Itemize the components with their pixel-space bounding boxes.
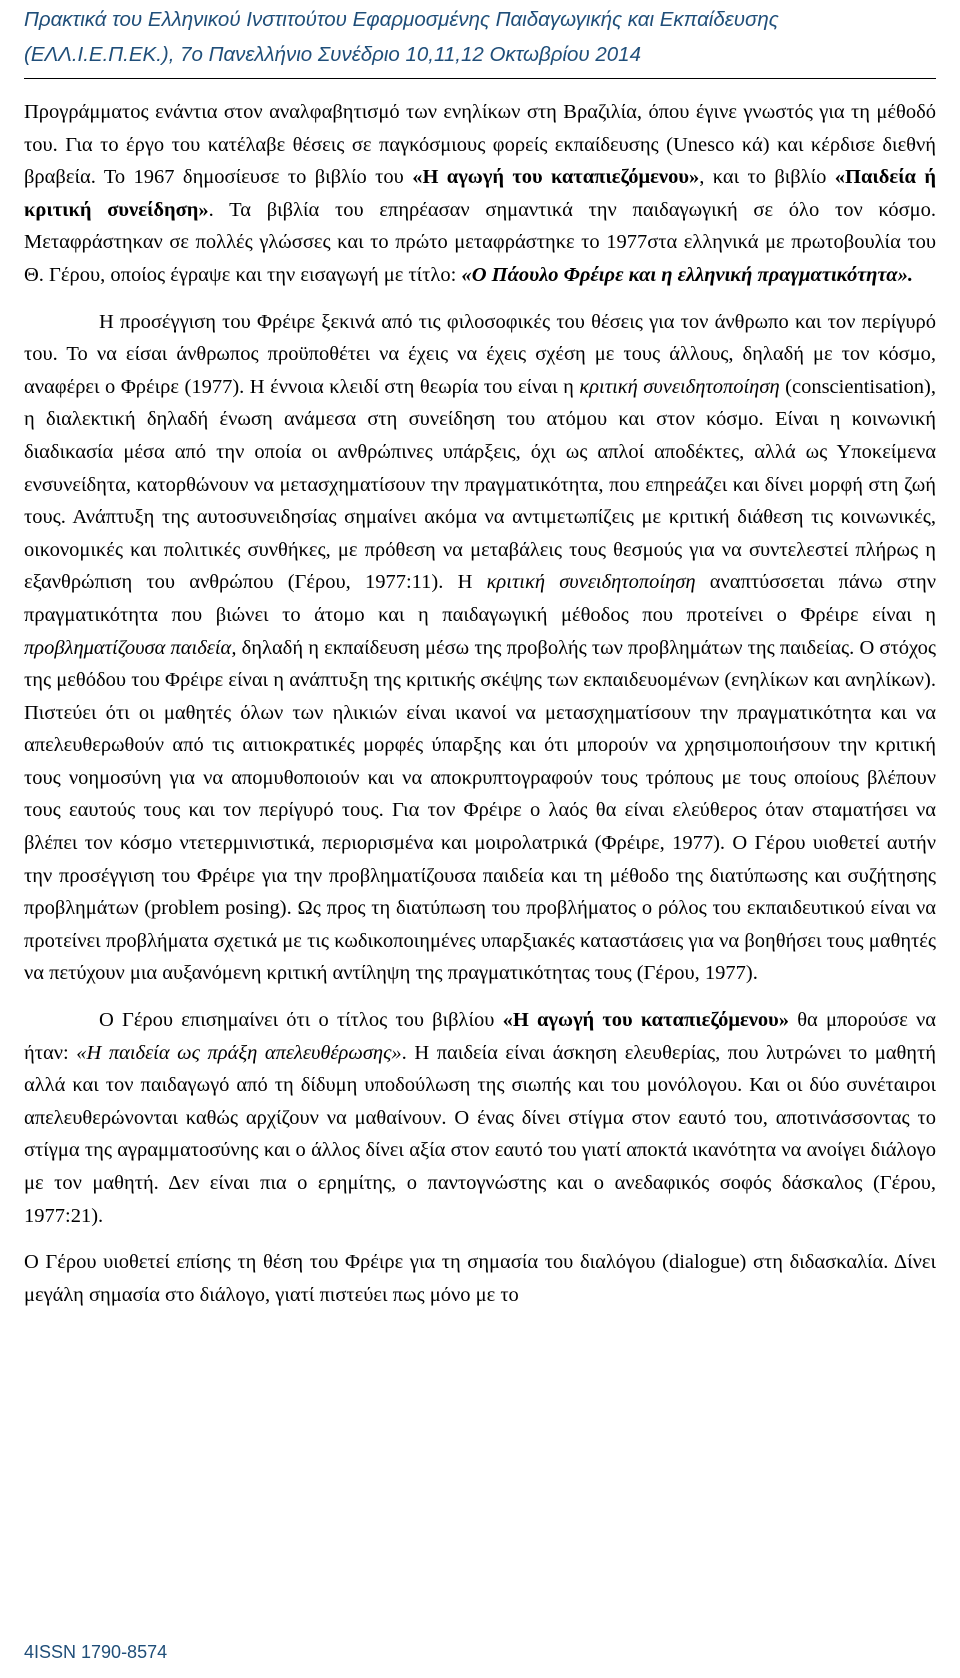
text-run: Ο Γέρου υιοθετεί επίσης τη θέση του Φρέιρε για τη σημασία του διαλόγου (dialogue) στη διδασκαλία. Δίνει μεγάλη σημασία στο διάλογο, γιατί πιστεύει πως μόνο με το — [24, 1251, 936, 1306]
header-line-2: (ΕΛΛ.Ι.Ε.Π.ΕΚ.), 7ο Πανελλήνιο Συνέδριο 10,11,12 Οκτωβρίου 2014 — [24, 43, 641, 66]
page-footer: 4ISSN 1790-8574 — [24, 1642, 168, 1662]
italic-term: κριτική συνειδητοποίηση — [579, 375, 780, 398]
text-run: Η προσέγγιση του Φρέιρε ξεκινά από τις φιλοσοφικές του θέσεις για τον άνθρωπο και τον περίγυρό του. Το να είσαι άνθρωπος προϋποθέτει να έχεις να έχεις σχέση με τους άλλους, δηλαδή με τον κόσμο, αναφέρει ο Φρέιρε (1977). Η έννοια κλειδί στη θεωρία του είναι η — [24, 310, 936, 398]
body-text — [24, 96, 936, 1311]
text-run: αναπτύσσεται πάνω στην πραγματικότητα που βιώνει το άτομο και η παιδαγωγική μέθοδος που προτείνει ο Φρέιρε είναι η — [24, 571, 936, 626]
italic-term: προβληματίζουσα παιδεία, — [24, 636, 237, 659]
text-run: (conscientisation), η διαλεκτική δηλαδή ένωση ανάμεσα στη συνείδηση του ατόμου και στον κόσμο. Είναι η κοινωνική διαδικασία μέσα από την οποία οι ανθρώπινες υπάρξεις, όχι ως απλοί αποδέκτες, αλλά ως Υποκείμενα ενσυνείδητα, κατορθώνουν να μετασχηματίσουν την πραγματικότητα, που επηρεάζει και δίνει μορφή στη ζωή τους. Ανάπτυξη της αυτοσυνειδησίας σημαίνει ακόμα να αντιμετωπίζεις με κριτική διάθεση τις κοινωνικές, οικονομικές και πολιτικές συνθήκες, με πρόθεση να μεταβάλεις τους θεσμούς για να συντελεστεί πλήρως η εξανθρώπιση του ανθρώπου (Γέρου, 1977:11). Η — [24, 375, 937, 594]
text-run: . Τα βιβλία του επηρέασαν σημαντικά την παιδαγωγική σε όλο τον κόσμο. Μεταφράστηκαν σε πολλές γλώσσες και το πρώτο μεταφράστηκε το 1977στα ελληνικά με πρωτοβουλία του Θ. Γέρου, οποίος έγραψε και την εισαγωγή με τίτλο: — [24, 198, 936, 286]
book-title-bold: «Η αγωγή του καταπιεζόμενου» — [502, 1009, 790, 1032]
header-divider — [24, 78, 936, 79]
paragraph-2 — [24, 306, 936, 990]
paragraph-3 — [24, 1004, 936, 1232]
text-run: , και το βιβλίο — [699, 166, 835, 189]
paragraph-1 — [24, 96, 936, 292]
text-run: Ο Γέρου επισημαίνει ότι ο τίτλος του βιβλίου — [99, 1009, 503, 1032]
book-title-bold: «Η αγωγή του καταπιεζόμενου» — [412, 166, 700, 189]
running-header — [24, 2, 936, 72]
italic-term: κριτική συνειδητοποίηση — [486, 571, 696, 594]
introduction-title: «Ο Πάουλο Φρέιρε και η ελληνική πραγματικότητα». — [461, 263, 913, 286]
text-run: Προγράμματος ενάντια στον αναλφαβητισμό των ενηλίκων στη Βραζιλία, όπου έγινε γνωστός για τη μέθοδό του. Για το έργο του κατέλαβε θέσεις σε παγκόσμιους φορείς εκπαίδευσης (Unesco κά) και κέρδισε διεθνή βραβεία. Το 1967 δημοσίευσε το βιβλίο του — [24, 101, 936, 189]
text-run: θα μπορούσε να ήταν: — [24, 1009, 937, 1064]
paragraph-4 — [24, 1246, 936, 1311]
text-run: δηλαδή η εκπαίδευση μέσω της προβολής των προβλημάτων της παιδείας. Ο στόχος της μεθόδου του Φρέιρε είναι η ανάπτυξη της κριτικής σκέψης των εκπαιδευομένων (ενηλίκων και ανηλίκων). Πιστεύει ότι οι μαθητές όλων των ηλικιών είναι ικανοί να μετασχηματίσουν την πραγματικότητα και να απελευθερωθούν από τις αιτιοκρατικές μορφές ύπαρξης και ότι μπορούν να χρησιμοποιήσουν την κριτική τους νοημοσύνη για να απομυθοποιούν και να αποκρυπτογραφούν τους τρόπους με τους οποίους βλέπουν τους εαυτούς τους και τον περίγυρό τους. Για τον Φρέιρε ο λαός θα είναι ελεύθερος όταν σταματήσει να βλέπει τον κόσμο ντετερμινιστικά, περιορισμένα και μοιρολατρικά (Φρέιρε, 1977). Ο Γέρου υιοθετεί αυτήν την προσέγγιση του Φρέιρε για την προβληματίζουσα παιδεία και τη μέθοδο της διατύπωσης και συζήτησης προβλημάτων (problem posing). Ως προς τη διατύπωση του προβλήματος ο ρόλος του εκπαιδευτικού είναι να προτείνει προβλήματα σχετικά με τις κωδικοποιημένες υπαρξιακές καταστάσεις για να βοηθήσει τους μαθητές να πετύχουν μια αυξανόμενη κριτική αντίληψη της πραγματικότητας τους (Γέρου, 1977). — [24, 636, 936, 985]
text-run: . Η παιδεία είναι άσκηση ελευθερίας, που λυτρώνει το μαθητή αλλά και τον παιδαγωγό από τη δίδυμη υποδούλωση της σιωπής και του μονόλογου. Και οι δύο συνέταιροι απελευθερώνονται καθώς αρχίζουν να μαθαίνουν. Ο ένας δίνει στίγμα στον εαυτό του, αποτινάσσοντας το στίγμα της αγραμματοσύνης και ο άλλος δίνει αξία στον εαυτό του γιατί αποκτά ικανότητα να ανοίγει διάλογο με τον μαθητή. Δεν είναι πια ο ερημίτης, ο παντογνώστης και ο ανεδαφικός σοφός δάσκαλος (Γέρου, 1977:21). — [24, 1041, 936, 1227]
header-line-1: Πρακτικά του Ελληνικού Ινστιτούτου Εφαρμοσμένης Παιδαγωγικής και Εκπαίδευσης — [24, 8, 779, 31]
book-title-bold: «Παιδεία ή κριτική συνείδηση» — [24, 166, 936, 221]
italic-quote: «Η παιδεία ως πράξη απελευθέρωσης» — [76, 1041, 402, 1064]
